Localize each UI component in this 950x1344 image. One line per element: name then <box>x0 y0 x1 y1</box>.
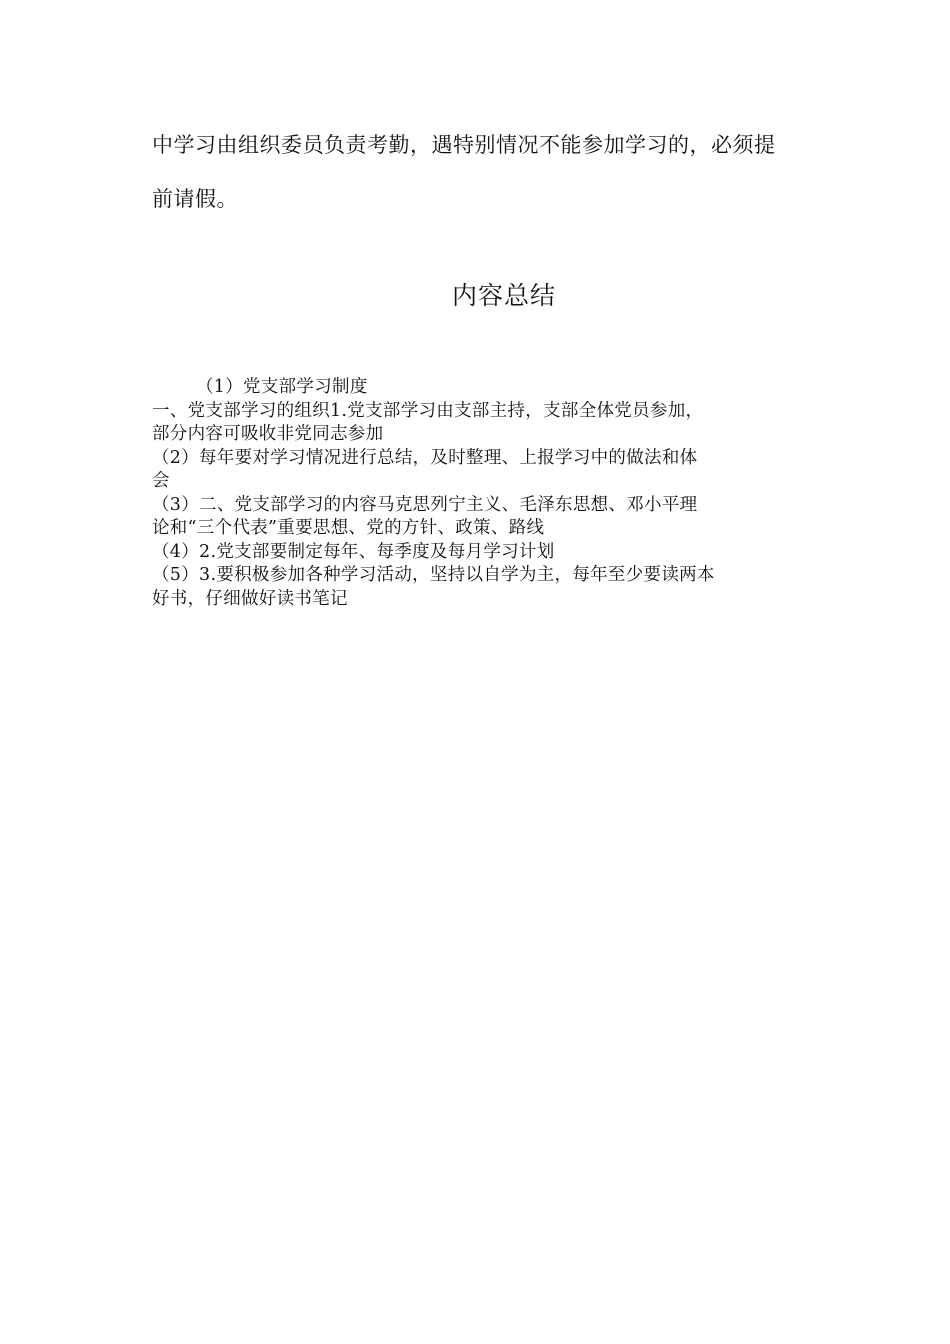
summary-line: 论和“三个代表”重要思想、党的方针、政策、路线 <box>152 518 545 538</box>
summary-line: （2）每年要对学习情况进行总结，及时整理、上报学习中的做法和体 <box>152 447 698 468</box>
summary-line: 部分内容可吸收非党同志参加 <box>152 424 384 444</box>
summary-line: 好书，仔细做好读书笔记 <box>152 588 348 609</box>
summary-line: （5）3.要积极参加各种学习活动，坚持以自学为主，每年至少要读两本 <box>152 565 715 585</box>
summary-content <box>152 376 802 611</box>
summary-line: （3）二、党支部学习的内容马克思列宁主义、毛泽东思想、邓小平理 <box>152 494 698 515</box>
summary-line: 一、党支部学习的组织1.党支部学习由支部主持，支部全体党员参加， <box>152 400 704 421</box>
summary-line: 会 <box>152 471 170 491</box>
intro-paragraph <box>152 118 802 226</box>
intro-line: 前请假。 <box>152 187 238 211</box>
summary-line: （4）2.党支部要制定每年、每季度及每月学习计划 <box>152 541 555 562</box>
intro-line: 中学习由组织委员负责考勤，遇特别情况不能参加学习的，必须提 <box>152 133 776 157</box>
summary-heading: 内容总结 <box>451 281 556 310</box>
summary-line: （1）党支部学习制度 <box>196 377 368 397</box>
